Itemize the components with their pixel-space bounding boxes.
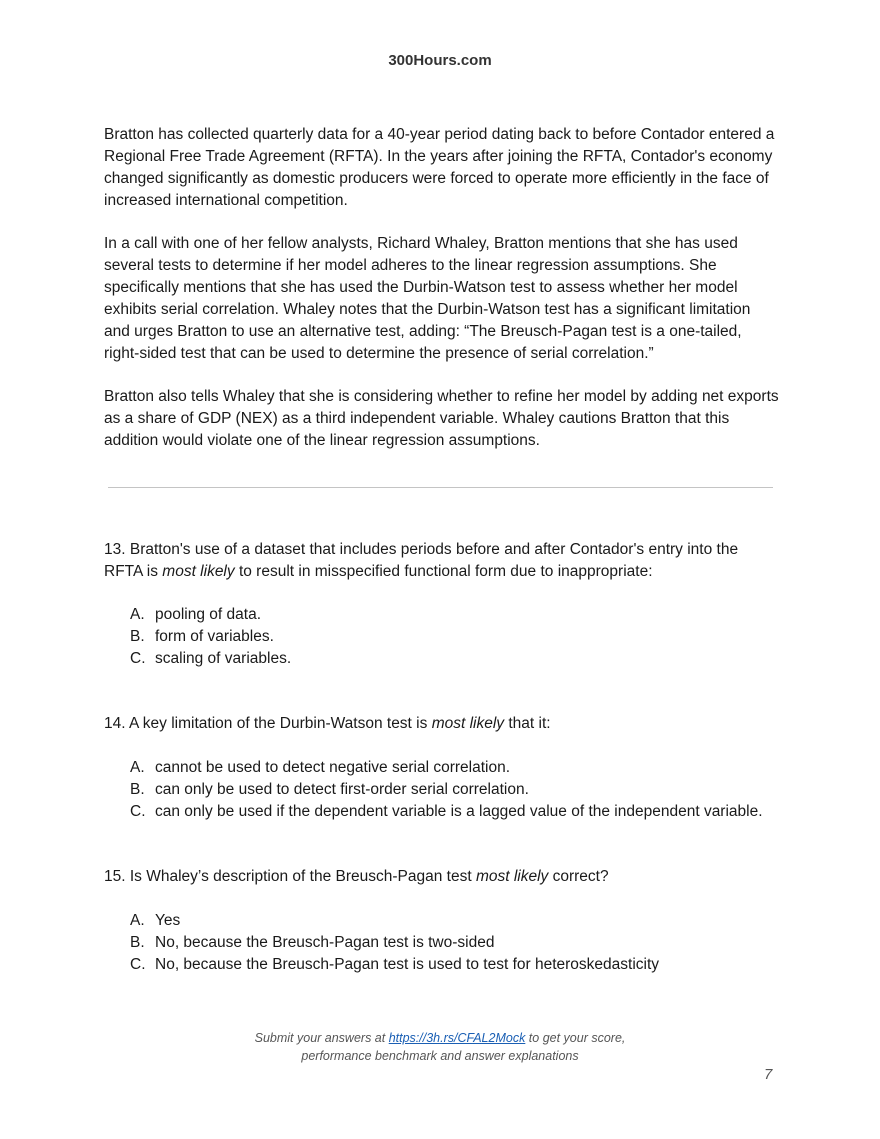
question-text-post: that it:	[504, 715, 551, 732]
option-14-b	[130, 779, 790, 801]
question-13	[104, 539, 780, 583]
question-emphasis: most likely	[162, 563, 235, 580]
option-13-c	[130, 648, 790, 670]
question-13-options	[130, 604, 790, 670]
question-emphasis: most likely	[475, 868, 549, 885]
question-number: 14.	[104, 715, 126, 732]
option-text: No, because the Breusch-Pagan test is two-sided	[155, 934, 495, 951]
option-13-a	[130, 604, 790, 626]
option-letter: A.	[130, 759, 145, 776]
page-header-title: 300Hours.com	[388, 52, 492, 69]
question-text-pre: Bratton's use of a dataset that includes periods before and after Contador's entry into the RFTA is	[104, 541, 739, 580]
option-text: can only be used if the dependent variable is a lagged value of the independent variable.	[155, 803, 763, 820]
option-letter: B.	[130, 628, 145, 645]
question-number: 15.	[104, 868, 126, 885]
footer-line-1	[0, 1029, 880, 1047]
page-number: 7	[764, 1066, 773, 1083]
passage-paragraph-2: In a call with one of her fellow analysts, Richard Whaley, Bratton mentions that she has used several tests to determine if her model adheres to the linear regression assumptions. She specifically mentions that she has used the Durbin-Watson test to assess whether her model exhibits serial correlation. Whaley notes that the Durbin-Watson test has a significant limitation and urges Bratton to use an alternative test, adding: “The Breusch-Pagan test is a one-tailed, right-sided test that can be used to determine the presence of serial correlation.”	[104, 235, 751, 362]
option-text: No, because the Breusch-Pagan test is used to test for heteroskedasticity	[155, 956, 660, 973]
option-letter: A.	[130, 606, 145, 623]
section-divider	[108, 487, 773, 488]
option-14-a	[130, 757, 790, 779]
option-letter: C.	[130, 803, 146, 820]
question-text-post: to result in misspecified functional form due to inappropriate:	[234, 563, 653, 580]
page-footer	[0, 1029, 880, 1065]
footer-text-pre: Submit your answers at	[254, 1031, 389, 1045]
option-letter: B.	[130, 781, 145, 798]
passage-paragraph-1: Bratton has collected quarterly data for a 40-year period dating back to before Contador entered a Regional Free Trade Agreement (RFTA). In the years after joining the RFTA, Contador's economy changed significantly as domestic producers were forced to operate more efficiently in the face of increased international competition.	[104, 126, 775, 209]
option-13-b	[130, 626, 790, 648]
option-letter: B.	[130, 934, 145, 951]
option-letter: C.	[130, 956, 146, 973]
option-text: pooling of data.	[155, 606, 262, 623]
question-text-pre: A key limitation of the Durbin-Watson test is	[129, 715, 432, 732]
option-text: cannot be used to detect negative serial correlation.	[155, 759, 511, 776]
question-14	[104, 713, 780, 735]
question-14-options	[130, 757, 790, 823]
question-text-post: correct?	[548, 868, 609, 885]
option-letter: C.	[130, 650, 146, 667]
mock-exam-link[interactable]: https://3h.rs/CFAL2Mock	[388, 1031, 526, 1045]
footer-text-post: to get your score,	[525, 1031, 626, 1045]
option-text: can only be used to detect first-order serial correlation.	[155, 781, 529, 798]
question-15-options	[130, 910, 790, 976]
option-15-a	[130, 910, 790, 932]
option-letter: A.	[130, 912, 145, 929]
option-15-b	[130, 932, 790, 954]
question-text-pre: Is Whaley’s description of the Breusch-Pagan test	[129, 868, 476, 885]
question-15	[104, 866, 780, 888]
option-text: Yes	[155, 912, 181, 929]
option-text: scaling of variables.	[155, 650, 292, 667]
option-15-c	[130, 954, 790, 976]
footer-line-2: performance benchmark and answer explanations	[301, 1049, 579, 1063]
option-14-c	[130, 801, 790, 823]
passage-paragraph-3: Bratton also tells Whaley that she is considering whether to refine her model by adding net exports as a share of GDP (NEX) as a third independent variable. Whaley cautions Bratton that this addition would violate one of the linear regression assumptions.	[104, 388, 779, 449]
question-number: 13.	[104, 541, 126, 558]
question-emphasis: most likely	[431, 715, 505, 732]
option-text: form of variables.	[155, 628, 274, 645]
